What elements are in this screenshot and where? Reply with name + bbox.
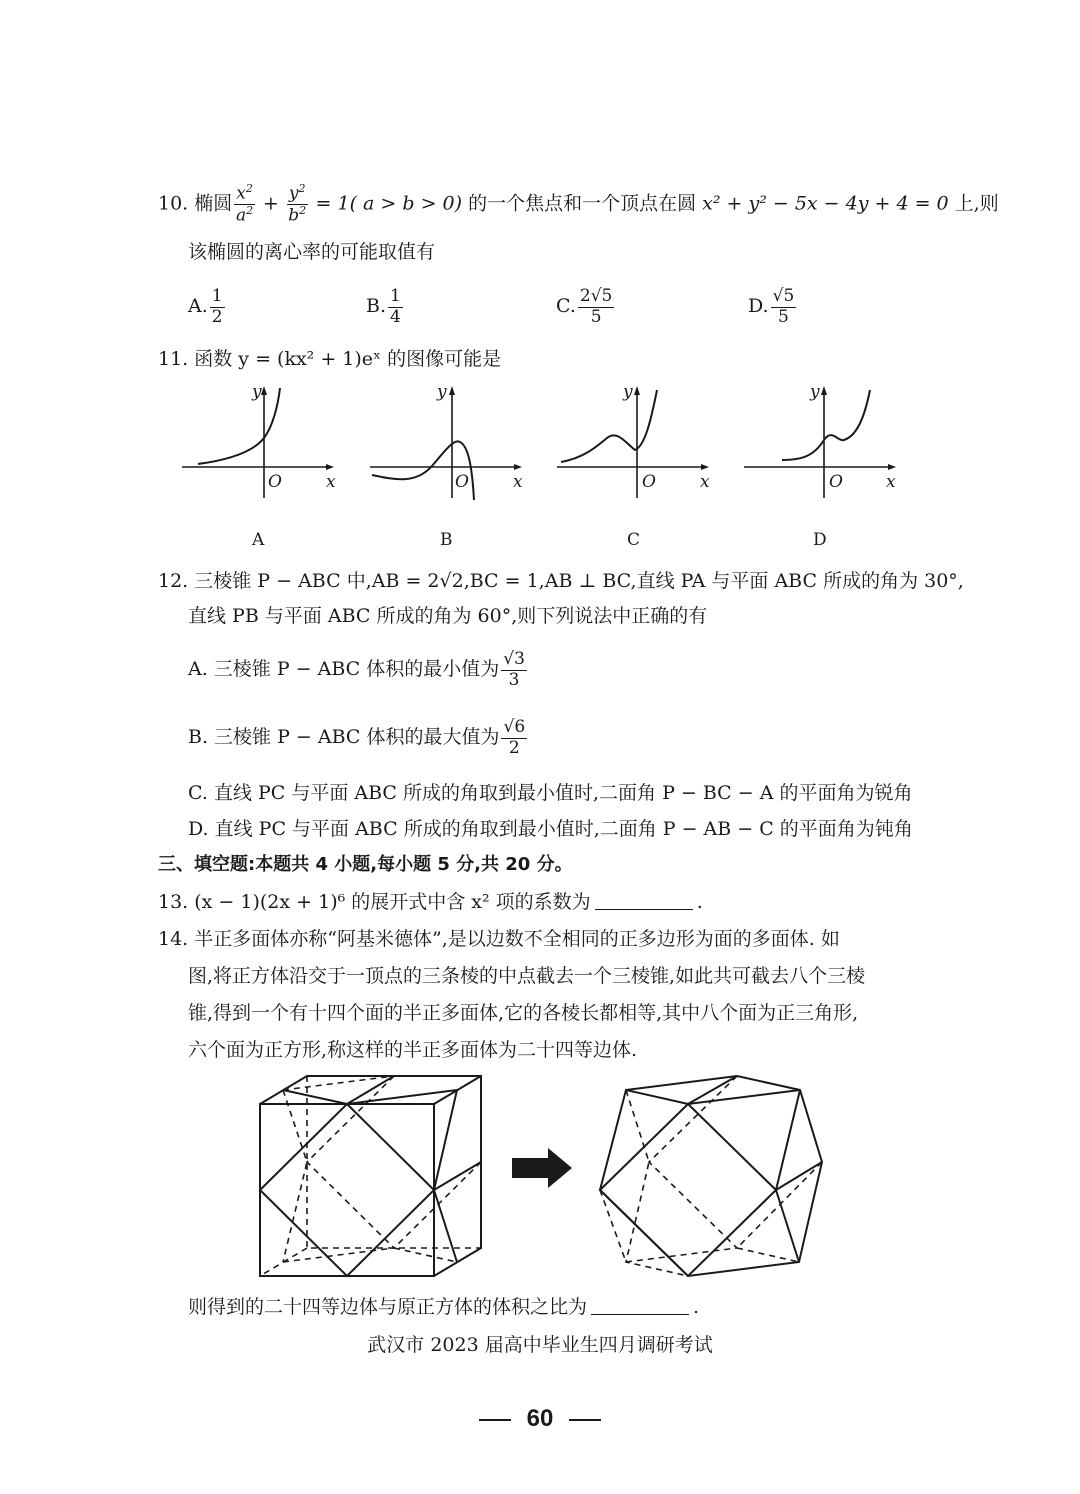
graph-c-caption: C <box>627 530 641 550</box>
q10-frac-y2-b2: $\frac{y^2}{b^2}$ <box>288 182 307 226</box>
graph-a-origin-label: O <box>268 472 282 492</box>
graph-a-caption: A <box>252 530 265 550</box>
graph-d-caption: D <box>813 530 827 550</box>
q10-option-b: B. $\frac{1}{4}$ <box>366 286 401 327</box>
q11-line: 11. 函数 y = (kx² + 1)eˣ 的图像可能是 <box>158 348 502 370</box>
q10-frac-x2-a2: $\frac{x^2}{a^2}$ <box>236 182 254 226</box>
q12-line1: 12. 三棱锥 P − ABC 中,AB = 2√2,BC = 1,AB ⊥ BC,直线 PA 与平面 ABC 所成的角为 30°, <box>158 570 964 592</box>
q10-option-c: C. $\frac{2√5}{5}$ <box>556 286 613 327</box>
q12-option-c: C. 直线 PC 与平面 ABC 所成的角取到最小值时,二面角 P − BC − A 的平面角为锐角 <box>188 782 913 804</box>
q13-line: 13. (x − 1)(2x + 1)⁶ 的展开式中含 x² 项的系数为 . <box>158 891 703 913</box>
graph-c-x-label: x <box>700 472 710 492</box>
cube-back-edges <box>260 1076 481 1276</box>
cuboctahedron-figure <box>592 1068 827 1283</box>
q14-line3: 锥,得到一个有十四个面的半正多面体,它的各棱长都相等,其中八个面为正三角形, <box>188 1002 859 1024</box>
graph-b-origin-label: O <box>455 472 469 492</box>
q10-option-d: D. $\frac{√5}{5}$ <box>748 286 795 327</box>
graph-a-x-label: x <box>326 472 336 492</box>
graph-d-origin-label: O <box>829 472 843 492</box>
curve-d <box>782 390 870 460</box>
graph-d-y-label: y <box>810 382 820 402</box>
graph-c-origin-label: O <box>642 472 656 492</box>
q14-line2: 图,将正方体沿交于一顶点的三条棱的中点截去一个三棱锥,如此共可截去八个三棱 <box>188 965 866 987</box>
graph-c <box>553 380 713 505</box>
q14-line1: 14. 半正多面体亦称“阿基米德体”,是以边数不全相同的正多边形为面的多面体. 如 <box>158 928 840 950</box>
section-heading: 三、填空题:本题共 4 小题,每小题 5 分,共 20 分。 <box>158 854 573 875</box>
right-arrow-icon <box>512 1148 574 1188</box>
graph-b-caption: B <box>440 530 453 550</box>
q12-line2: 直线 PB 与平面 ABC 所成的角为 60°,则下列说法中正确的有 <box>188 605 708 627</box>
exam-footer: 武汉市 2023 届高中毕业生四月调研考试 <box>367 1334 713 1356</box>
curve-c <box>561 390 657 462</box>
q13-answer-blank <box>595 909 693 910</box>
q12-option-a: A. 三棱锥 P − ABC 体积的最小值为 $\frac{√3}{3}$ <box>188 649 525 690</box>
q14-question: 则得到的二十四等边体与原正方体的体积之比为 . <box>188 1296 700 1318</box>
cube-figure <box>250 1068 490 1283</box>
x-axis-arrow <box>326 464 334 470</box>
curve-a <box>198 388 280 464</box>
q10-option-a: A. $\frac{1}{2}$ <box>188 286 223 327</box>
graph-a-y-label: y <box>252 382 262 402</box>
q14-line4: 六个面为正方形,称这样的半正多面体为二十四等边体. <box>188 1039 638 1061</box>
q14-answer-blank <box>591 1314 689 1315</box>
q12-option-b: B. 三棱锥 P − ABC 体积的最大值为 $\frac{√6}{2}$ <box>188 717 526 758</box>
graph-c-y-label: y <box>623 382 633 402</box>
q10-line1: 10. 椭圆 $\frac{x^2}{a^2}$ + $\frac{y^2}{b^2}$ = 1( a > b > 0) 的一个焦点和一个顶点在圆 x² + y² − 5x − 4y + 4 = 0 上,则 <box>158 182 999 226</box>
graph-b-y-label: y <box>437 382 447 402</box>
graph-d <box>740 380 900 505</box>
q12-option-d: D. 直线 PC 与平面 ABC 所成的角取到最小值时,二面角 P − AB − C 的平面角为钝角 <box>188 818 913 840</box>
q10-line2: 该椭圆的离心率的可能取值有 <box>188 241 436 263</box>
graph-b-x-label: x <box>513 472 523 492</box>
graph-d-x-label: x <box>886 472 896 492</box>
page-number: 60 <box>0 1405 1080 1433</box>
